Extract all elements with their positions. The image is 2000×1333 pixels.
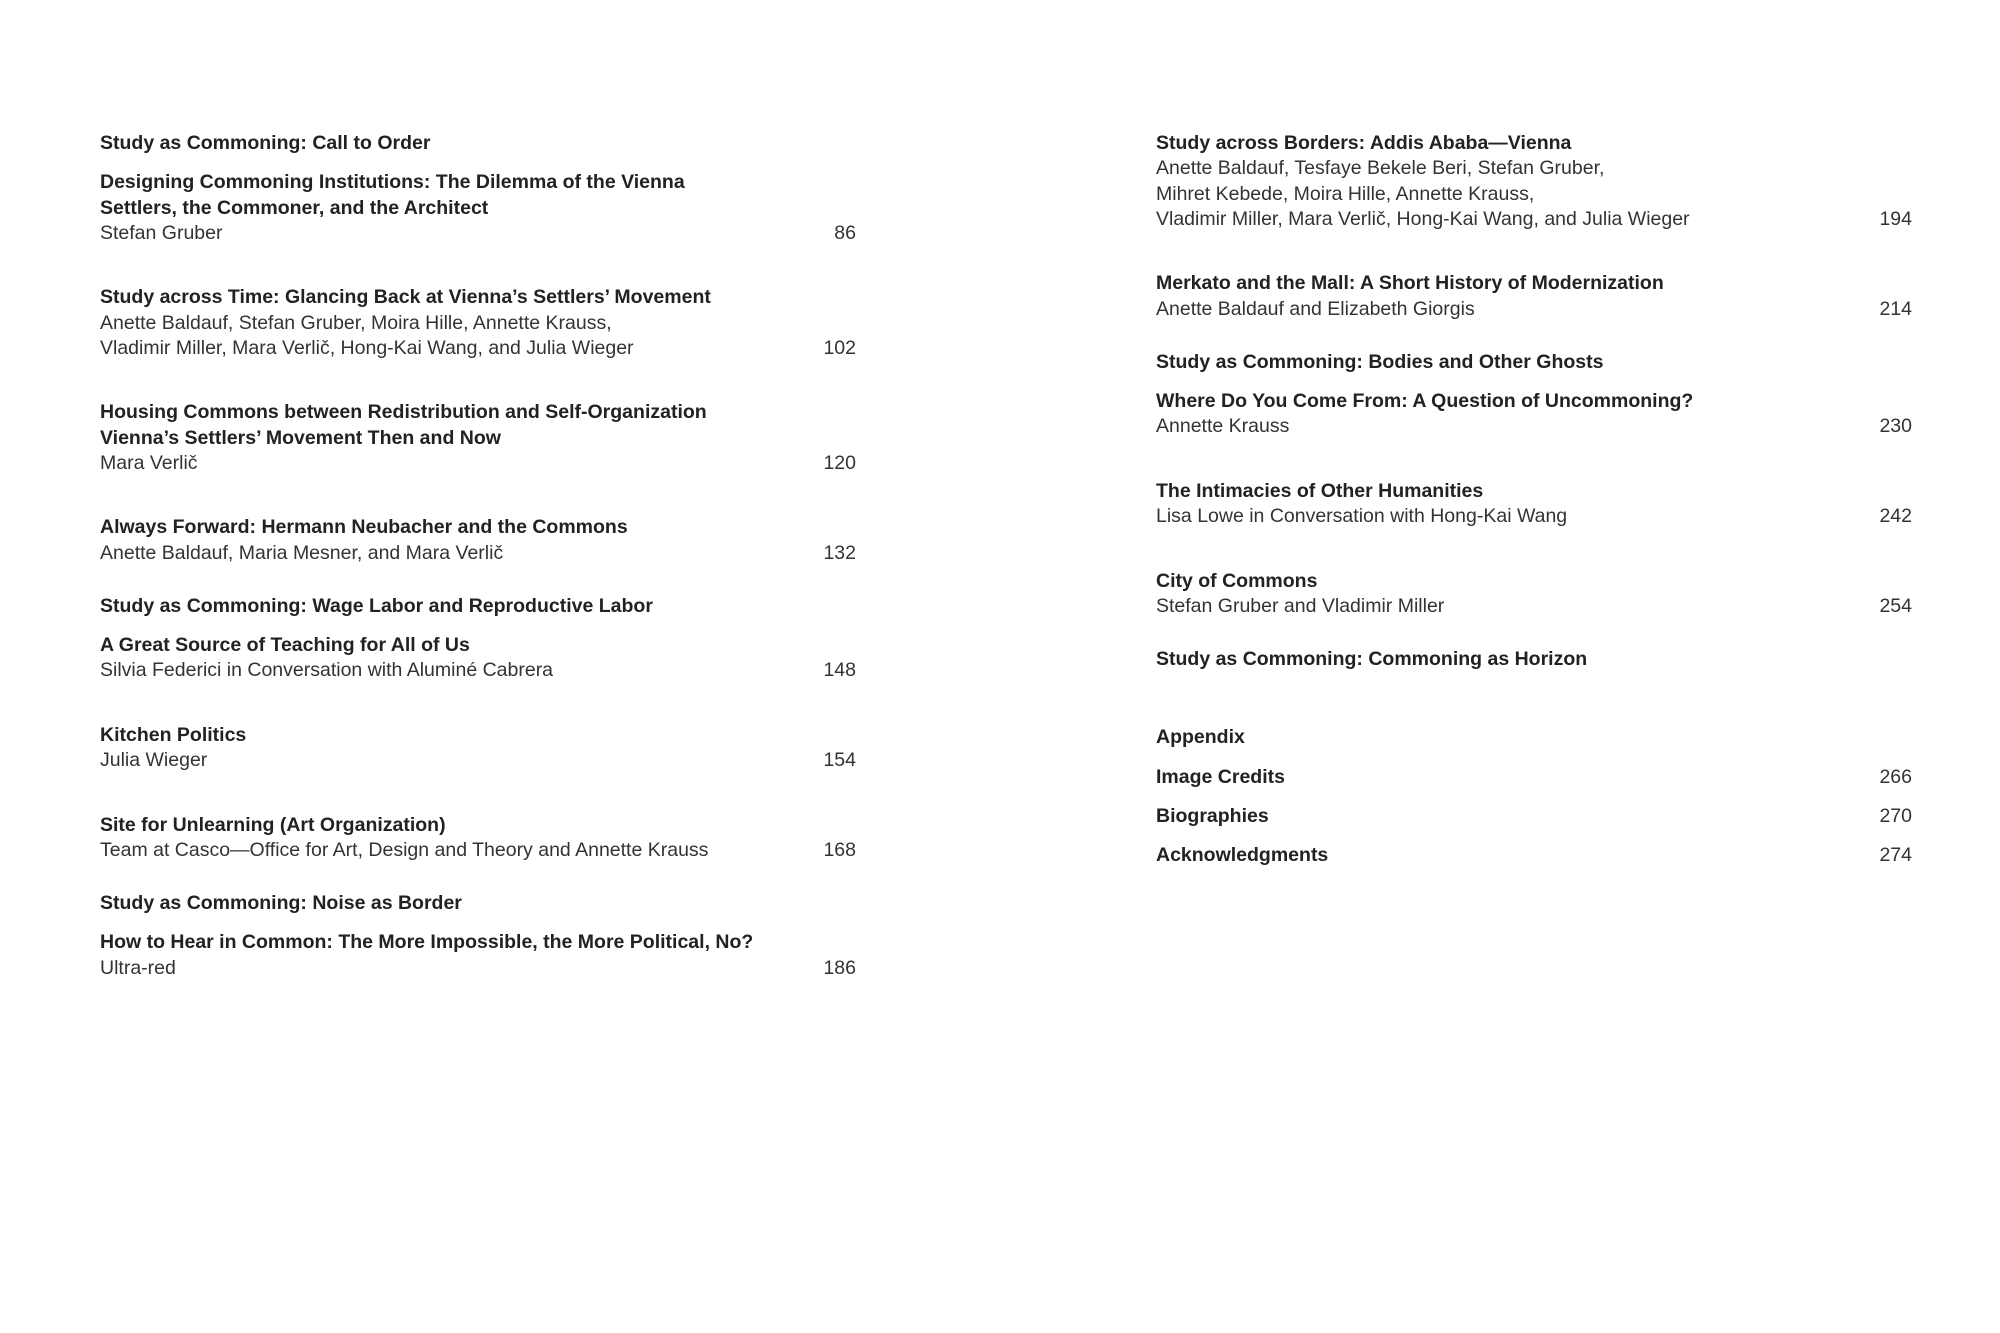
toc-right-column xyxy=(1156,131,1912,868)
toc-entry-page-number: 186 xyxy=(823,956,856,979)
toc-entry xyxy=(100,633,856,684)
toc-entry xyxy=(100,170,856,246)
toc-entry xyxy=(1156,843,1912,868)
toc-entry-title: Study across Borders: Addis Ababa—Vienna xyxy=(1156,132,1572,154)
toc-entry-authors: Lisa Lowe in Conversation with Hong-Kai Wang xyxy=(1156,505,1568,528)
toc-entry-authors: Anette Baldauf, Tesfaye Bekele Beri, Stefan Gruber, Mihret Kebede, Moira Hille, Annette Krauss, Vladimir Miller, Mara Verlič, Hong-Kai Wang, and Julia Wieger xyxy=(1156,157,1690,230)
toc-entry-authors: Anette Baldauf, Stefan Gruber, Moira Hille, Annette Krauss, Vladimir Miller, Mara Verlič, Hong-Kai Wang, and Julia Wieger xyxy=(100,311,634,359)
toc-entry-authors: Julia Wieger xyxy=(100,749,208,772)
toc-entry-title: How to Hear in Common: The More Impossible, the More Political, No? xyxy=(100,931,754,954)
toc-entry-title: Designing Commoning Institutions: The Dilemma of the Vienna Settlers, the Commoner, and the Architect xyxy=(100,171,685,219)
toc-entry-title: Appendix xyxy=(1156,726,1245,749)
toc-entry-title: A Great Source of Teaching for All of Us xyxy=(100,634,470,657)
toc-entry xyxy=(100,400,856,476)
toc-entry xyxy=(100,930,856,981)
toc-entry-title: Image Credits xyxy=(1156,765,1285,788)
toc-entry-page-number: 86 xyxy=(834,221,856,244)
toc-entry-authors: Anette Baldauf, Maria Mesner, and Mara Verlič xyxy=(100,541,504,564)
toc-entry-page-number: 148 xyxy=(823,659,856,682)
toc-entry-title: Where Do You Come From: A Question of Uncommoning? xyxy=(1156,390,1694,413)
toc-entry-page-number: 120 xyxy=(823,451,856,474)
toc-entry xyxy=(1156,725,1912,750)
toc-entry xyxy=(1156,350,1912,375)
toc-entry-title: Biographies xyxy=(1156,804,1269,827)
toc-entry-page-number: 254 xyxy=(1879,594,1912,617)
toc-entry-authors: Mara Verlič xyxy=(100,451,198,474)
toc-entry-title: Kitchen Politics xyxy=(100,723,247,746)
toc-entry xyxy=(100,891,856,916)
toc-left-column xyxy=(100,131,856,981)
toc-entry-authors: Annette Krauss xyxy=(1156,415,1290,438)
toc-entry-page-number: 230 xyxy=(1879,415,1912,438)
toc-entry xyxy=(1156,569,1912,620)
toc-entry-title: City of Commons xyxy=(1156,569,1318,592)
toc-entry xyxy=(1156,765,1912,790)
toc-entry-title: Study as Commoning: Call to Order xyxy=(100,132,431,154)
toc-entry-page-number: 154 xyxy=(823,749,856,772)
toc-entry-authors: Team at Casco—Office for Art, Design and Theory and Annette Krauss xyxy=(100,839,709,861)
toc-entry-page-number: 274 xyxy=(1879,844,1912,867)
toc-entry xyxy=(1156,804,1912,829)
toc-entry-title: Study as Commoning: Commoning as Horizon xyxy=(1156,648,1588,671)
toc-entry-authors: Stefan Gruber xyxy=(100,221,223,244)
toc-entry-page-number: 242 xyxy=(1879,505,1912,528)
toc-entry-title: Study as Commoning: Wage Labor and Reproductive Labor xyxy=(100,594,653,617)
toc-entry-title: The Intimacies of Other Humanities xyxy=(1156,479,1484,502)
toc-entry-page-number: 270 xyxy=(1879,804,1912,827)
toc-entry xyxy=(1156,271,1912,322)
toc-entry xyxy=(1156,647,1912,672)
toc-entry xyxy=(100,285,856,361)
toc-entry-title: Study across Time: Glancing Back at Vienna’s Settlers’ Movement xyxy=(100,286,711,309)
toc-entry xyxy=(1156,479,1912,530)
toc-entry xyxy=(1156,131,1912,232)
toc-entry xyxy=(1156,389,1912,440)
toc-entry xyxy=(100,723,856,774)
toc-entry xyxy=(100,515,856,566)
toc-entry-title: Merkato and the Mall: A Short History of Modernization xyxy=(1156,272,1664,295)
toc-entry xyxy=(100,594,856,619)
toc-entry-authors: Ultra-red xyxy=(100,956,176,979)
toc-entry xyxy=(100,131,856,156)
toc-entry-page-number: 132 xyxy=(823,541,856,564)
toc-entry-page-number: 102 xyxy=(823,336,856,359)
toc-entry-title: Study as Commoning: Bodies and Other Ghosts xyxy=(1156,350,1604,373)
toc-entry-page-number: 194 xyxy=(1879,207,1912,230)
toc-entry xyxy=(100,813,856,864)
toc-entry-title: Site for Unlearning (Art Organization) xyxy=(100,813,446,836)
toc-entry-page-number: 214 xyxy=(1879,297,1912,320)
toc-entry-page-number: 266 xyxy=(1879,765,1912,788)
toc-entry-page-number: 168 xyxy=(823,839,856,861)
toc-entry-title: Housing Commons between Redistribution and Self-Organization Vienna’s Settlers’ Movement Then and Now xyxy=(100,401,707,449)
toc-entry-authors: Stefan Gruber and Vladimir Miller xyxy=(1156,594,1445,617)
toc-entry-authors: Silvia Federici in Conversation with Aluminé Cabrera xyxy=(100,659,554,682)
toc-entry-title: Study as Commoning: Noise as Border xyxy=(100,892,462,915)
toc-entry-title: Acknowledgments xyxy=(1156,844,1329,867)
toc-entry-authors: Anette Baldauf and Elizabeth Giorgis xyxy=(1156,297,1475,320)
toc-entry-title: Always Forward: Hermann Neubacher and the Commons xyxy=(100,516,628,539)
